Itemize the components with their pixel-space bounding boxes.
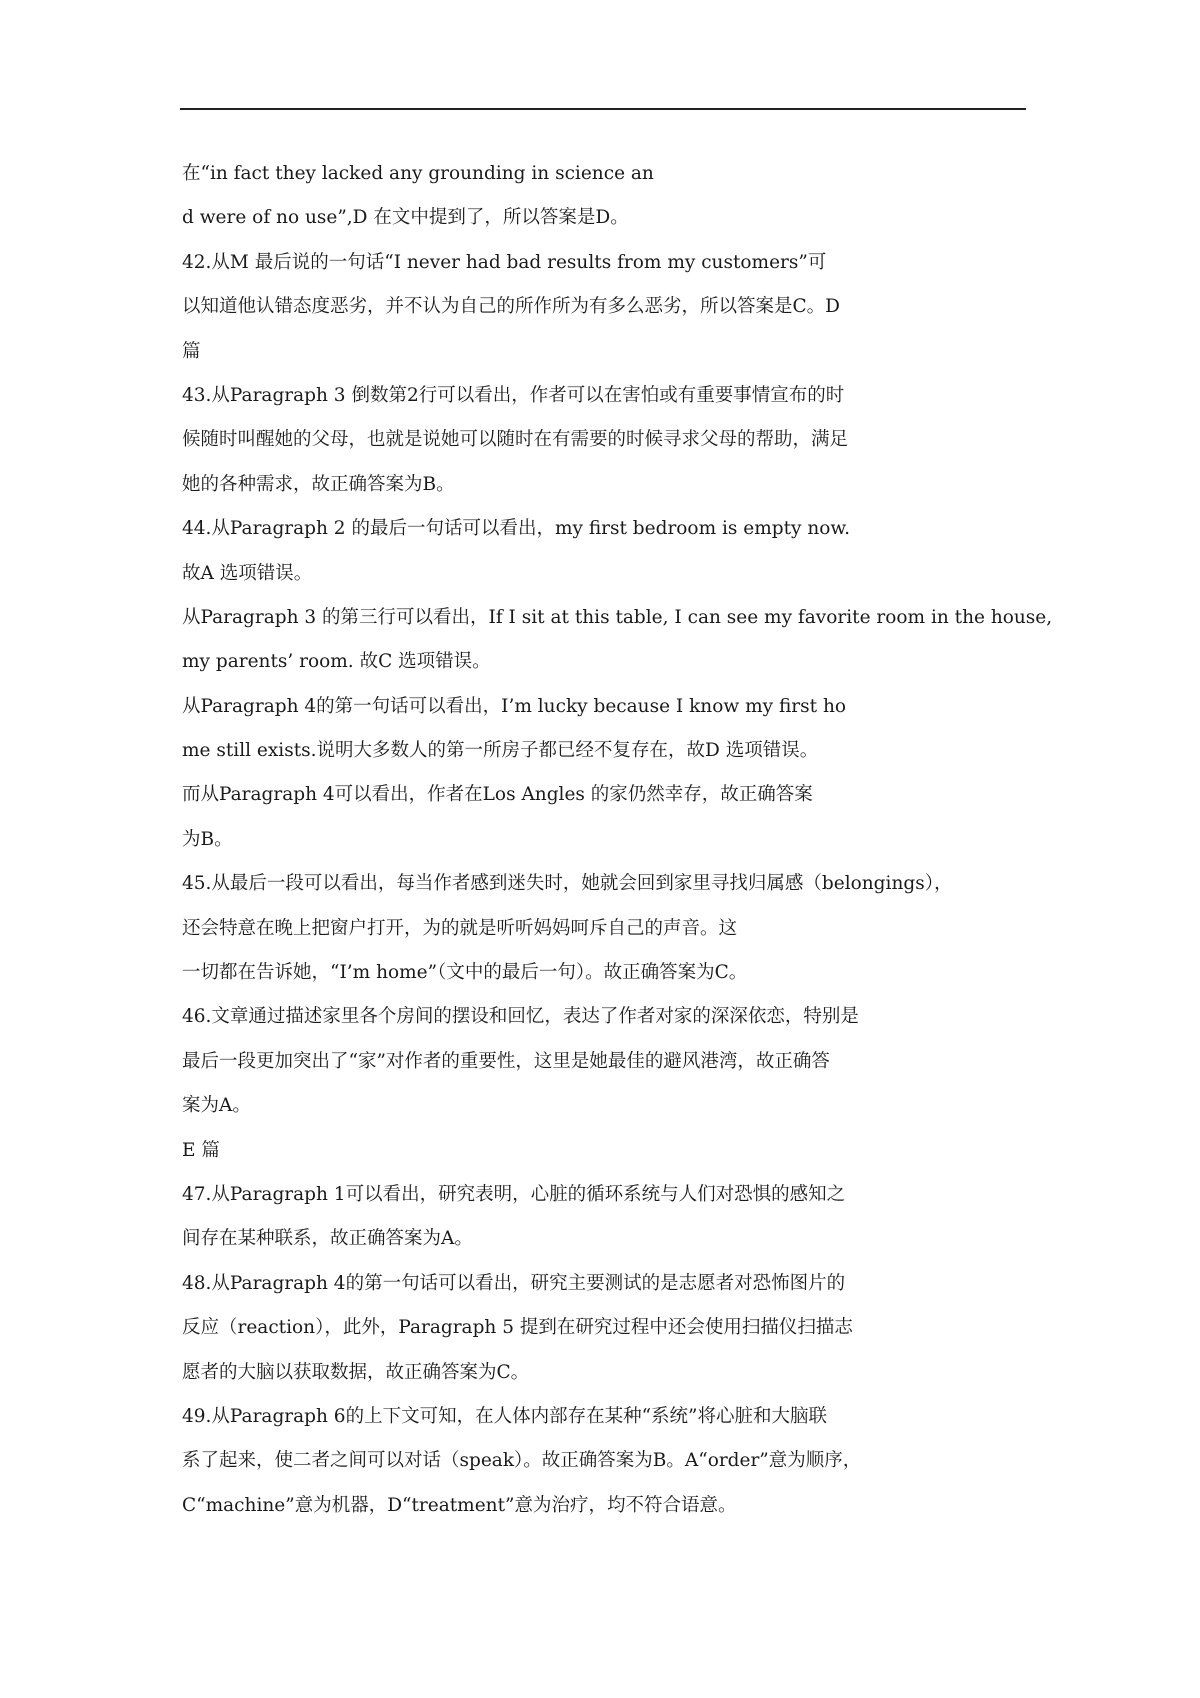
text-line: 48.从Paragraph 4的第一句话可以看出，研究主要测试的是志愿者对恐怖图片的 (182, 1272, 846, 1294)
text-line: C“machine”意为机器，D“treatment”意为治疗，均不符合语意。 (182, 1494, 737, 1516)
text-line: 案为A。 (182, 1095, 251, 1117)
text-line: 45.从最后一段可以看出，每当作者感到迷失时，她就会回到家里寻找归属感（belongings）， (182, 873, 953, 895)
text-line: 还会特意在晚上把窗户打开，为的就是听听妈妈呵斥自己的声音。这 (182, 917, 738, 939)
text-line: 最后一段更加突出了“家”对作者的重要性，这里是她最佳的避风港湾，故正确答 (182, 1050, 830, 1072)
text-line: 47.从Paragraph 1可以看出，研究表明，心脏的循环系统与人们对恐惧的感知之 (182, 1183, 846, 1205)
text-line: 从Paragraph 4的第一句话可以看出，I’m lucky because I know my first ho (182, 695, 846, 717)
text-line: 她的各种需求，故正确答案为B。 (182, 473, 455, 495)
text-line: 系了起来，使二者之间可以对话（speak）。故正确答案为B。A“order”意为顺序， (182, 1450, 862, 1472)
text-line: 从Paragraph 3 的第三行可以看出，If I sit at this table, I can see my favorite room in the house, (182, 606, 1053, 628)
text-line: 在“in fact they lacked any grounding in science an (182, 163, 654, 184)
text-line: 一切都在告诉她，“I’m home”（文中的最后一句）。故正确答案为C。 (182, 962, 748, 984)
header-rule (180, 108, 1026, 110)
text-line: 愿者的大脑以获取数据，故正确答案为C。 (182, 1361, 530, 1383)
text-line: 42.从M 最后说的一句话“I never had bad results from my customers”可 (182, 251, 827, 273)
text-line: 49.从Paragraph 6的上下文可知，在人体内部存在某种“系统”将心脏和大脑联 (182, 1405, 827, 1427)
text-line: 篇 (182, 340, 201, 362)
answer-explanations (182, 158, 1053, 1534)
text-line: my parents’ room. 故C 选项错误。 (182, 651, 491, 673)
text-line: 反应（reaction），此外，Paragraph 5 提到在研究过程中还会使用扫描仪扫描志 (182, 1317, 853, 1339)
text-line: 以知道他认错态度恶劣，并不认为自己的所作所为有多么恶劣，所以答案是C。D (182, 296, 840, 318)
text-line: 43.从Paragraph 3 倒数第2行可以看出，作者可以在害怕或有重要事情宣布的时 (182, 384, 845, 406)
text-line: 故A 选项错误。 (182, 562, 313, 584)
text-line: 间存在某种联系，故正确答案为A。 (182, 1228, 473, 1250)
text-line: me still exists.说明大多数人的第一所房子都已经不复存在，故D 选项错误。 (182, 740, 819, 762)
text-line: E 篇 (182, 1139, 220, 1161)
text-line: 46.文章通过描述家里各个房间的摆设和回忆，表达了作者对家的深深依恋，特别是 (182, 1006, 859, 1028)
text-line: 44.从Paragraph 2 的最后一句话可以看出，my first bedroom is empty now. (182, 518, 850, 540)
text-line: 而从Paragraph 4可以看出，作者在Los Angles 的家仍然幸存，故正确答案 (182, 784, 813, 806)
text-line: 候随时叫醒她的父母，也就是说她可以随时在有需要的时候寻求父母的帮助，满足 (182, 429, 849, 451)
text-line: d were of no use”,D 在文中提到了，所以答案是D。 (182, 207, 629, 229)
text-line: 为B。 (182, 828, 233, 850)
